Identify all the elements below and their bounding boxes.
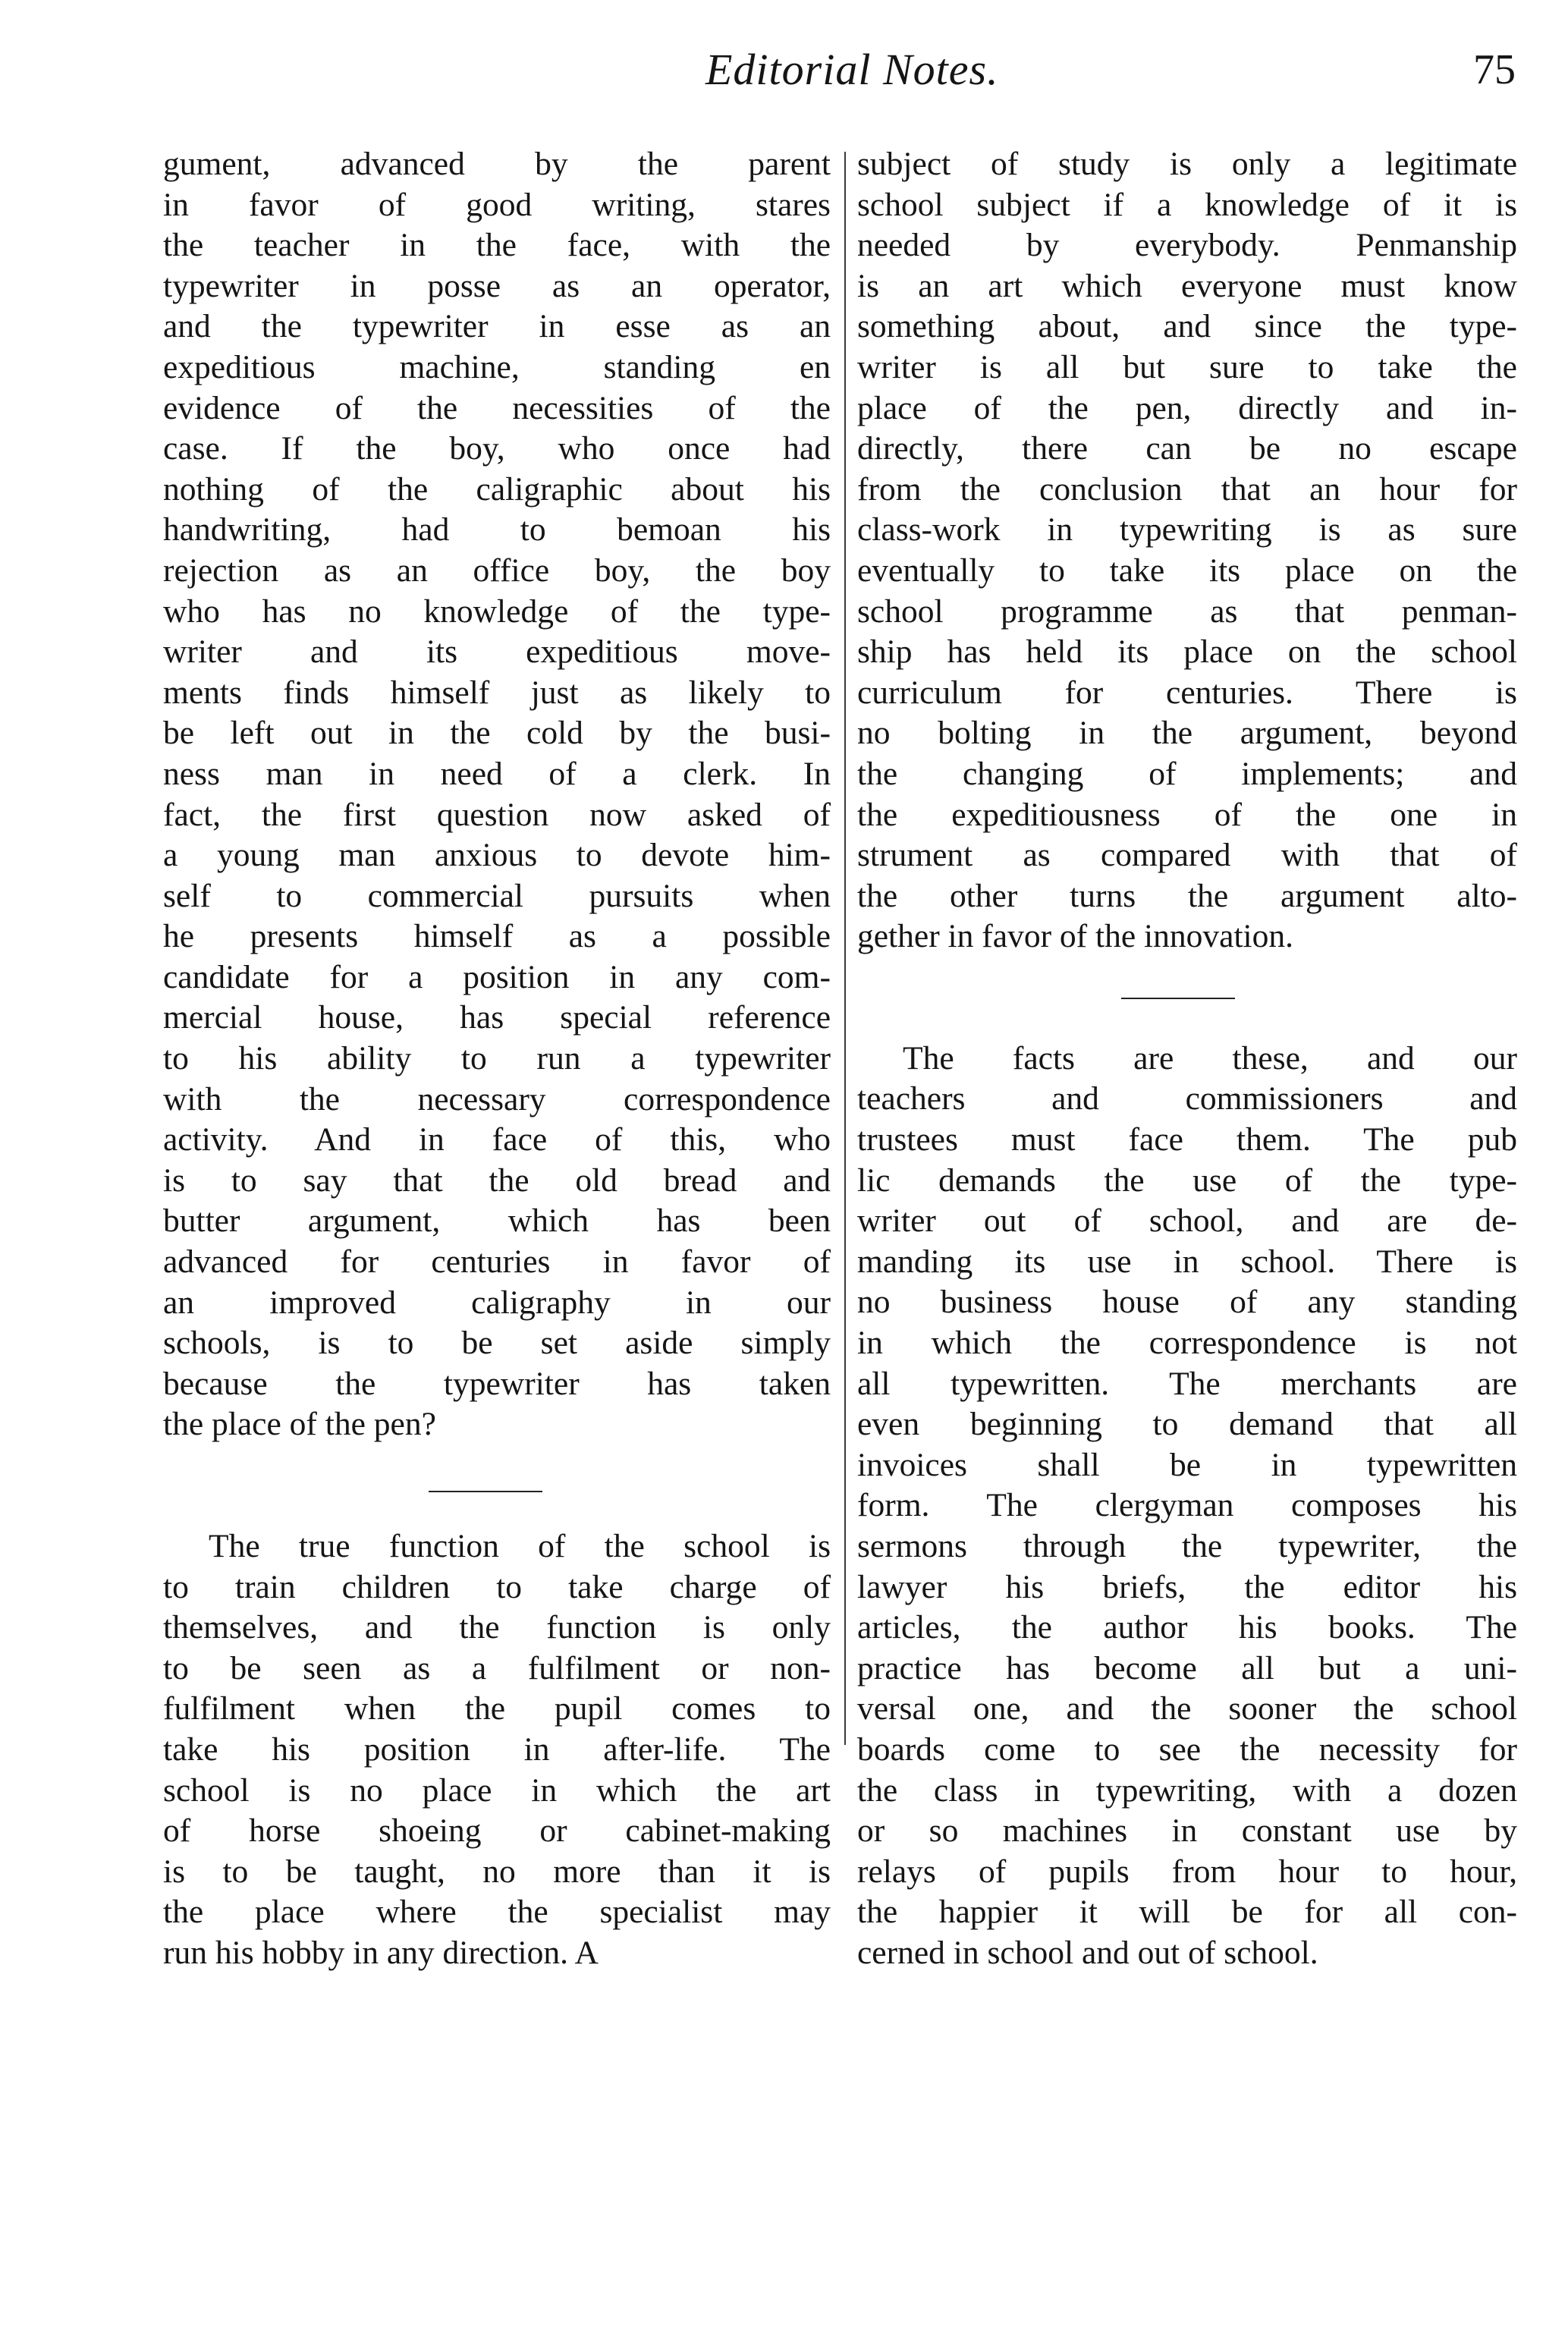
text-line: candidate for a position in any com- (163, 958, 831, 995)
text-line: all typewritten. The merchants are (857, 1365, 1517, 1402)
text-line: ness man in need of a clerk. In (163, 755, 831, 792)
text-line: to be seen as a fulfilment or non- (163, 1649, 831, 1686)
text-line: and the typewriter in esse as an (163, 308, 831, 345)
text-line: strument as compared with that of (857, 837, 1517, 874)
right-column (857, 144, 1517, 1974)
text-line: to train children to take charge of (163, 1568, 831, 1605)
text-line: sermons through the typewriter, the (857, 1528, 1517, 1564)
text-line: the other turns the argument alto- (857, 877, 1517, 914)
text-line: is to say that the old bread and (163, 1161, 831, 1199)
text-line: of horse shoeing or cabinet-making (163, 1812, 831, 1850)
text-line: fact, the first question now asked of (163, 796, 831, 833)
text-line: lawyer his briefs, the editor his (857, 1568, 1517, 1605)
text-line: nothing of the caligraphic about his (163, 470, 831, 508)
text-line: The facts are these, and our (903, 1039, 1517, 1077)
text-line: trustees must face them. The pub (857, 1121, 1517, 1158)
text-line: needed by everybody. Penmanship (857, 227, 1517, 264)
left-column (163, 144, 831, 1974)
text-line: The true function of the school is (209, 1528, 831, 1564)
text-line: school subject if a knowledge of it is (857, 186, 1517, 223)
text-line: the expeditiousness of the one in (857, 796, 1517, 833)
text-line: an improved caligraphy in our (163, 1284, 831, 1321)
text-line: the happier it will be for all con- (857, 1894, 1517, 1931)
text-line: something about, and since the type- (857, 308, 1517, 345)
text-line: the changing of implements; and (857, 755, 1517, 792)
left-paragraph-1 (163, 144, 831, 1445)
text-line: manding its use in school. There is (857, 1243, 1517, 1280)
text-line: writer is all but sure to take the (857, 348, 1517, 385)
text-line: school is no place in which the art (163, 1771, 831, 1809)
text-line: eventually to take its place on the (857, 552, 1517, 589)
text-line: rejection as an office boy, the boy (163, 552, 831, 589)
text-line: the place of the pen? (163, 1406, 436, 1443)
text-line: class-work in typewriting is as sure (857, 511, 1517, 549)
text-line: no bolting in the argument, beyond (857, 715, 1517, 752)
text-line: versal one, and the sooner the school (857, 1690, 1517, 1727)
text-line: teachers and commissioners and (857, 1080, 1517, 1117)
text-line: even beginning to demand that all (857, 1406, 1517, 1443)
text-line: curriculum for centuries. There is (857, 674, 1517, 711)
text-line: advanced for centuries in favor of (163, 1243, 831, 1281)
text-line: expeditious machine, standing en (163, 348, 831, 385)
text-line: cerned in school and out of school. (857, 1934, 1318, 1971)
text-line: subject of study is only a legitimate (857, 146, 1517, 182)
text-line: invoices shall be in typewritten (857, 1446, 1517, 1483)
left-paragraph-2 (163, 1526, 831, 1974)
running-head (0, 44, 1568, 112)
text-line: run his hobby in any direction. A (163, 1934, 599, 1971)
text-line: a young man anxious to devote him- (163, 837, 831, 874)
text-line: fulfilment when the pupil comes to (163, 1690, 831, 1727)
page-number: 75 (1473, 46, 1516, 93)
text-line: articles, the author his books. The (857, 1609, 1517, 1646)
text-line: self to commercial pursuits when (163, 877, 831, 914)
text-line: evidence of the necessities of the (163, 389, 831, 426)
column-rule (844, 152, 846, 1745)
text-line: gether in favor of the innovation. (857, 918, 1293, 955)
text-line: from the conclusion that an hour for (857, 470, 1517, 508)
text-line: the class in typewriting, with a dozen (857, 1771, 1517, 1809)
text-line: relays of pupils from hour to hour, (857, 1853, 1517, 1890)
text-line: boards come to see the necessity for (857, 1730, 1517, 1768)
section-divider-left (429, 1491, 542, 1492)
text-line: mercial house, has special reference (163, 999, 831, 1036)
text-line: no business house of any standing (857, 1284, 1517, 1321)
text-line: in favor of good writing, stares (163, 186, 831, 223)
text-line: because the typewriter has taken (163, 1365, 831, 1402)
text-line: practice has become all but a uni- (857, 1649, 1517, 1686)
text-line: activity. And in face of this, who (163, 1121, 831, 1158)
text-line: to his ability to run a typewriter (163, 1040, 831, 1077)
text-line: form. The clergyman composes his (857, 1487, 1517, 1524)
text-line: be left out in the cold by the busi- (163, 715, 831, 752)
text-line: with the necessary correspondence (163, 1080, 831, 1117)
text-line: butter argument, which has been (163, 1202, 831, 1240)
section-divider-right (1121, 998, 1235, 999)
text-line: place of the pen, directly and in- (857, 389, 1517, 426)
running-title: Editorial Notes. (705, 45, 999, 94)
text-line: handwriting, had to bemoan his (163, 511, 831, 549)
text-line: ments finds himself just as likely to (163, 674, 831, 711)
text-line: school programme as that penman- (857, 593, 1517, 630)
text-line: gument, advanced by the parent (163, 146, 831, 182)
text-line: the place where the specialist may (163, 1894, 831, 1931)
text-line: writer and its expeditious move- (163, 633, 831, 671)
text-line: schools, is to be set aside simply (163, 1325, 831, 1362)
text-line: who has no knowledge of the type- (163, 593, 831, 630)
text-line: he presents himself as a possible (163, 918, 831, 955)
text-line: lic demands the use of the type- (857, 1161, 1517, 1199)
text-line: or so machines in constant use by (857, 1812, 1517, 1850)
text-line: ship has held its place on the school (857, 633, 1517, 671)
right-paragraph-2 (857, 1039, 1517, 1974)
text-line: case. If the boy, who once had (163, 430, 831, 467)
text-line: is an art which everyone must know (857, 267, 1517, 304)
text-line: is to be taught, no more than it is (163, 1853, 831, 1890)
text-line: take his position in after-life. The (163, 1730, 831, 1768)
text-line: typewriter in posse as an operator, (163, 267, 831, 304)
text-line: themselves, and the function is only (163, 1609, 831, 1646)
text-line: directly, there can be no escape (857, 430, 1517, 467)
text-line: writer out of school, and are de- (857, 1202, 1517, 1240)
text-line: in which the correspondence is not (857, 1325, 1517, 1362)
text-line: the teacher in the face, with the (163, 227, 831, 264)
right-paragraph-1 (857, 144, 1517, 957)
